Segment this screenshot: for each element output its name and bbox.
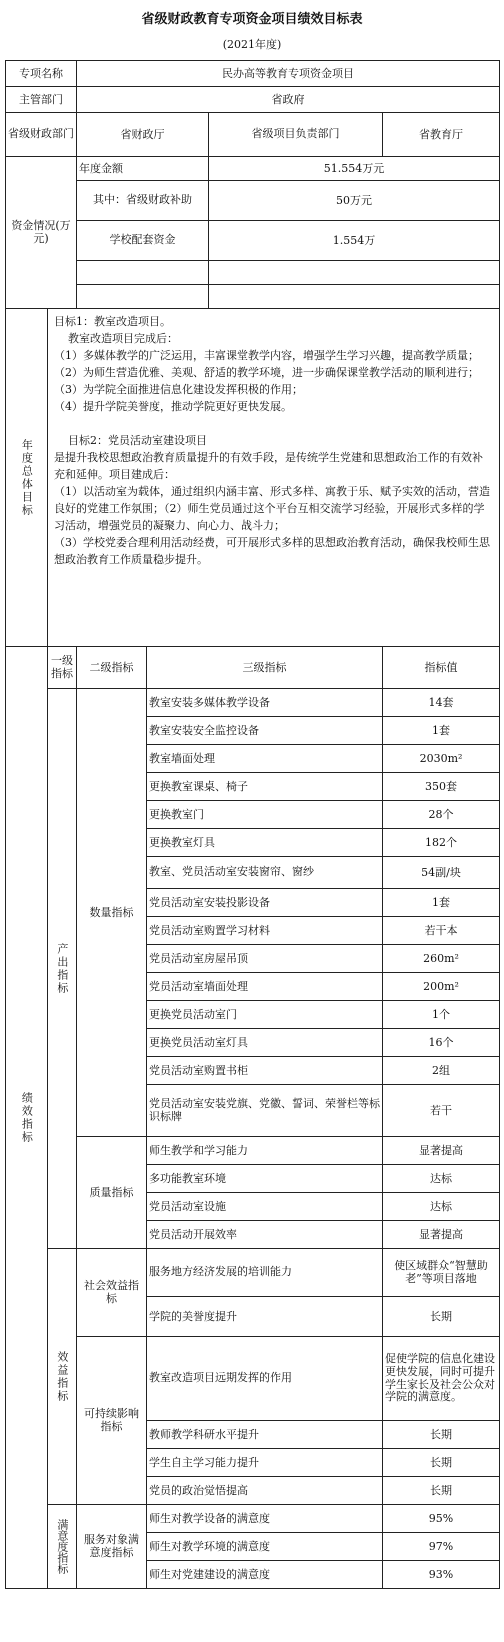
indicator-name: 党员活动室安装党旗、党徽、誓词、荣誉栏等标识标牌 xyxy=(147,1085,383,1137)
indicator-value: 长期 xyxy=(383,1477,500,1505)
funds-empty-cell xyxy=(209,261,500,285)
indicator-value: 1套 xyxy=(383,717,500,745)
indicator-name: 党员活动室购置书柜 xyxy=(147,1057,383,1085)
funds-school-value: 1.554万 xyxy=(209,221,500,261)
project-dept-label: 省级项目负责部门 xyxy=(209,113,383,157)
goal-line: 是提升我校思想政治教育质量提升的有效手段，是传统学生党建和思想政治工作的有效补充和延伸。项目建成后： xyxy=(54,451,483,481)
indicator-name: 师生对教学环境的满意度 xyxy=(147,1533,383,1561)
quantity-label: 数量指标 xyxy=(77,689,147,1137)
header-level1: 一级指标 xyxy=(48,647,77,689)
indicator-value: 显著提高 xyxy=(383,1221,500,1249)
indicator-name: 教室安装安全监控设备 xyxy=(147,717,383,745)
indicator-name: 党员活动室购置学习材料 xyxy=(147,917,383,945)
indicator-value: 使区域群众“智慧助老”等项目落地 xyxy=(383,1249,500,1297)
indicator-name: 教师教学科研水平提升 xyxy=(147,1421,383,1449)
indicator-value: 54副/块 xyxy=(383,857,500,889)
indicator-value: 2030m² xyxy=(383,745,500,773)
social-benefit-label: 社会效益指标 xyxy=(77,1249,147,1337)
indicator-value: 2组 xyxy=(383,1057,500,1085)
goal-line: 教室改造项目完成后： xyxy=(54,332,178,345)
header-level3: 三级指标 xyxy=(147,647,383,689)
goal-line: （1）以活动室为载体，通过组织内涵丰富、形式多样、寓教于乐、赋予实效的活动，营造良好的党建工作氛围；（2）师生党员通过这个平台互相交流学习经验，开展形式多样的学习活动，增强党员的凝聚力、向心力、战斗力； xyxy=(54,485,490,532)
indicator-value: 1个 xyxy=(383,1001,500,1029)
indicator-value: 长期 xyxy=(383,1449,500,1477)
dept-value: 省政府 xyxy=(77,87,500,113)
goal-line: （3）为学院全面推进信息化建设发挥积极的作用； xyxy=(54,383,303,396)
indicator-value: 260m² xyxy=(383,945,500,973)
document-title: 省级财政教育专项资金项目绩效目标表 xyxy=(141,12,363,27)
project-name-value: 民办高等教育专项资金项目 xyxy=(77,61,500,87)
indicator-name: 更换党员活动室灯具 xyxy=(147,1029,383,1057)
indicator-name: 学生自主学习能力提升 xyxy=(147,1449,383,1477)
funds-label: 资金情况(万元) xyxy=(6,157,77,309)
indicator-value: 95% xyxy=(383,1505,500,1533)
funds-school-label: 学校配套资金 xyxy=(77,221,209,261)
benefit-label: 效益指标 xyxy=(48,1249,77,1505)
funds-empty-cell xyxy=(209,285,500,309)
indicator-value: 达标 xyxy=(383,1193,500,1221)
finance-dept-value: 省财政厅 xyxy=(77,113,209,157)
indicator-value: 促使学院的信息化建设更快发展，同时可提升学生家长及社会公众对学院的满意度。 xyxy=(383,1337,500,1421)
satisfaction-label: 满意度指标 xyxy=(48,1505,77,1589)
quality-label: 质量指标 xyxy=(77,1137,147,1249)
indicator-name: 党员的政治觉悟提高 xyxy=(147,1477,383,1505)
indicator-value: 显著提高 xyxy=(383,1137,500,1165)
goal-line: 目标2：党员活动室建设项目 xyxy=(54,434,207,447)
indicator-value: 长期 xyxy=(383,1297,500,1337)
goal-line: （3）学校党委合理利用活动经费，可开展形式多样的思想政治教育活动，确保我校师生思想政治教育工作质量稳步提升。 xyxy=(54,536,490,566)
annual-goals-content xyxy=(48,309,500,647)
goal-line xyxy=(54,415,493,432)
funds-empty-cell xyxy=(77,285,209,309)
finance-dept-label: 省级财政部门 xyxy=(6,113,77,157)
dept-label: 主管部门 xyxy=(6,87,77,113)
annual-goals-label: 年度总体目标 xyxy=(6,309,48,647)
indicator-value: 达标 xyxy=(383,1165,500,1193)
indicator-value: 200m² xyxy=(383,973,500,1001)
indicator-name: 师生教学和学习能力 xyxy=(147,1137,383,1165)
indicator-name: 党员活动室安装投影设备 xyxy=(147,889,383,917)
indicator-name: 师生对党建建设的满意度 xyxy=(147,1561,383,1589)
indicator-name: 党员活动室设施 xyxy=(147,1193,383,1221)
indicator-name: 教室墙面处理 xyxy=(147,745,383,773)
funds-provincial-label: 其中：省级财政补助 xyxy=(77,181,209,221)
indicator-name: 党员活动室房屋吊顶 xyxy=(147,945,383,973)
indicator-name: 学院的美誉度提升 xyxy=(147,1297,383,1337)
indicator-name: 服务地方经济发展的培训能力 xyxy=(147,1249,383,1297)
indicator-value: 1套 xyxy=(383,889,500,917)
indicator-value: 28个 xyxy=(383,801,500,829)
indicator-value: 14套 xyxy=(383,689,500,717)
indicator-name: 教室改造项目远期发挥的作用 xyxy=(147,1337,383,1421)
performance-table xyxy=(5,60,500,1589)
indicator-name: 师生对教学设备的满意度 xyxy=(147,1505,383,1533)
funds-annual-label: 年度金额 xyxy=(77,157,209,181)
indicator-name: 更换教室灯具 xyxy=(147,829,383,857)
goal-line: （1）多媒体教学的广泛运用，丰富课堂教学内容，增强学生学习兴趣，提高教学质量； xyxy=(54,349,479,362)
service-satisfaction-label: 服务对象满意度指标 xyxy=(77,1505,147,1589)
project-name-label: 专项名称 xyxy=(6,61,77,87)
sustainable-label: 可持续影响指标 xyxy=(77,1337,147,1505)
indicator-name: 教室、党员活动室安装窗帘、窗纱 xyxy=(147,857,383,889)
indicator-value: 93% xyxy=(383,1561,500,1589)
project-dept-value: 省教育厅 xyxy=(383,113,500,157)
indicator-value: 182个 xyxy=(383,829,500,857)
indicator-name: 多功能教室环境 xyxy=(147,1165,383,1193)
performance-label: 绩效指标 xyxy=(6,647,48,1589)
indicator-value: 16个 xyxy=(383,1029,500,1057)
indicator-value: 97% xyxy=(383,1533,500,1561)
indicator-value: 长期 xyxy=(383,1421,500,1449)
indicator-value: 若干本 xyxy=(383,917,500,945)
indicator-name: 更换教室课桌、椅子 xyxy=(147,773,383,801)
indicator-name: 更换党员活动室门 xyxy=(147,1001,383,1029)
indicator-name: 教室安装多媒体教学设备 xyxy=(147,689,383,717)
indicator-value: 若干 xyxy=(383,1085,500,1137)
indicator-value: 350套 xyxy=(383,773,500,801)
header-level2: 二级指标 xyxy=(77,647,147,689)
goal-line: 目标1：教室改造项目。 xyxy=(54,315,171,328)
indicator-name: 党员活动开展效率 xyxy=(147,1221,383,1249)
funds-empty-cell xyxy=(77,261,209,285)
indicator-name: 更换教室门 xyxy=(147,801,383,829)
funds-provincial-value: 50万元 xyxy=(209,181,500,221)
funds-annual-value: 51.554万元 xyxy=(209,157,500,181)
document-subtitle: (2021年度) xyxy=(222,38,282,51)
output-label: 产出指标 xyxy=(48,689,77,1249)
goal-line: （2）为师生营造优雅、美观、舒适的教学环境，进一步确保课堂教学活动的顺利进行； xyxy=(54,366,479,379)
indicator-name: 党员活动室墙面处理 xyxy=(147,973,383,1001)
header-value: 指标值 xyxy=(383,647,500,689)
goal-line: （4）提升学院美誉度，推动学院更好更快发展。 xyxy=(54,400,292,413)
